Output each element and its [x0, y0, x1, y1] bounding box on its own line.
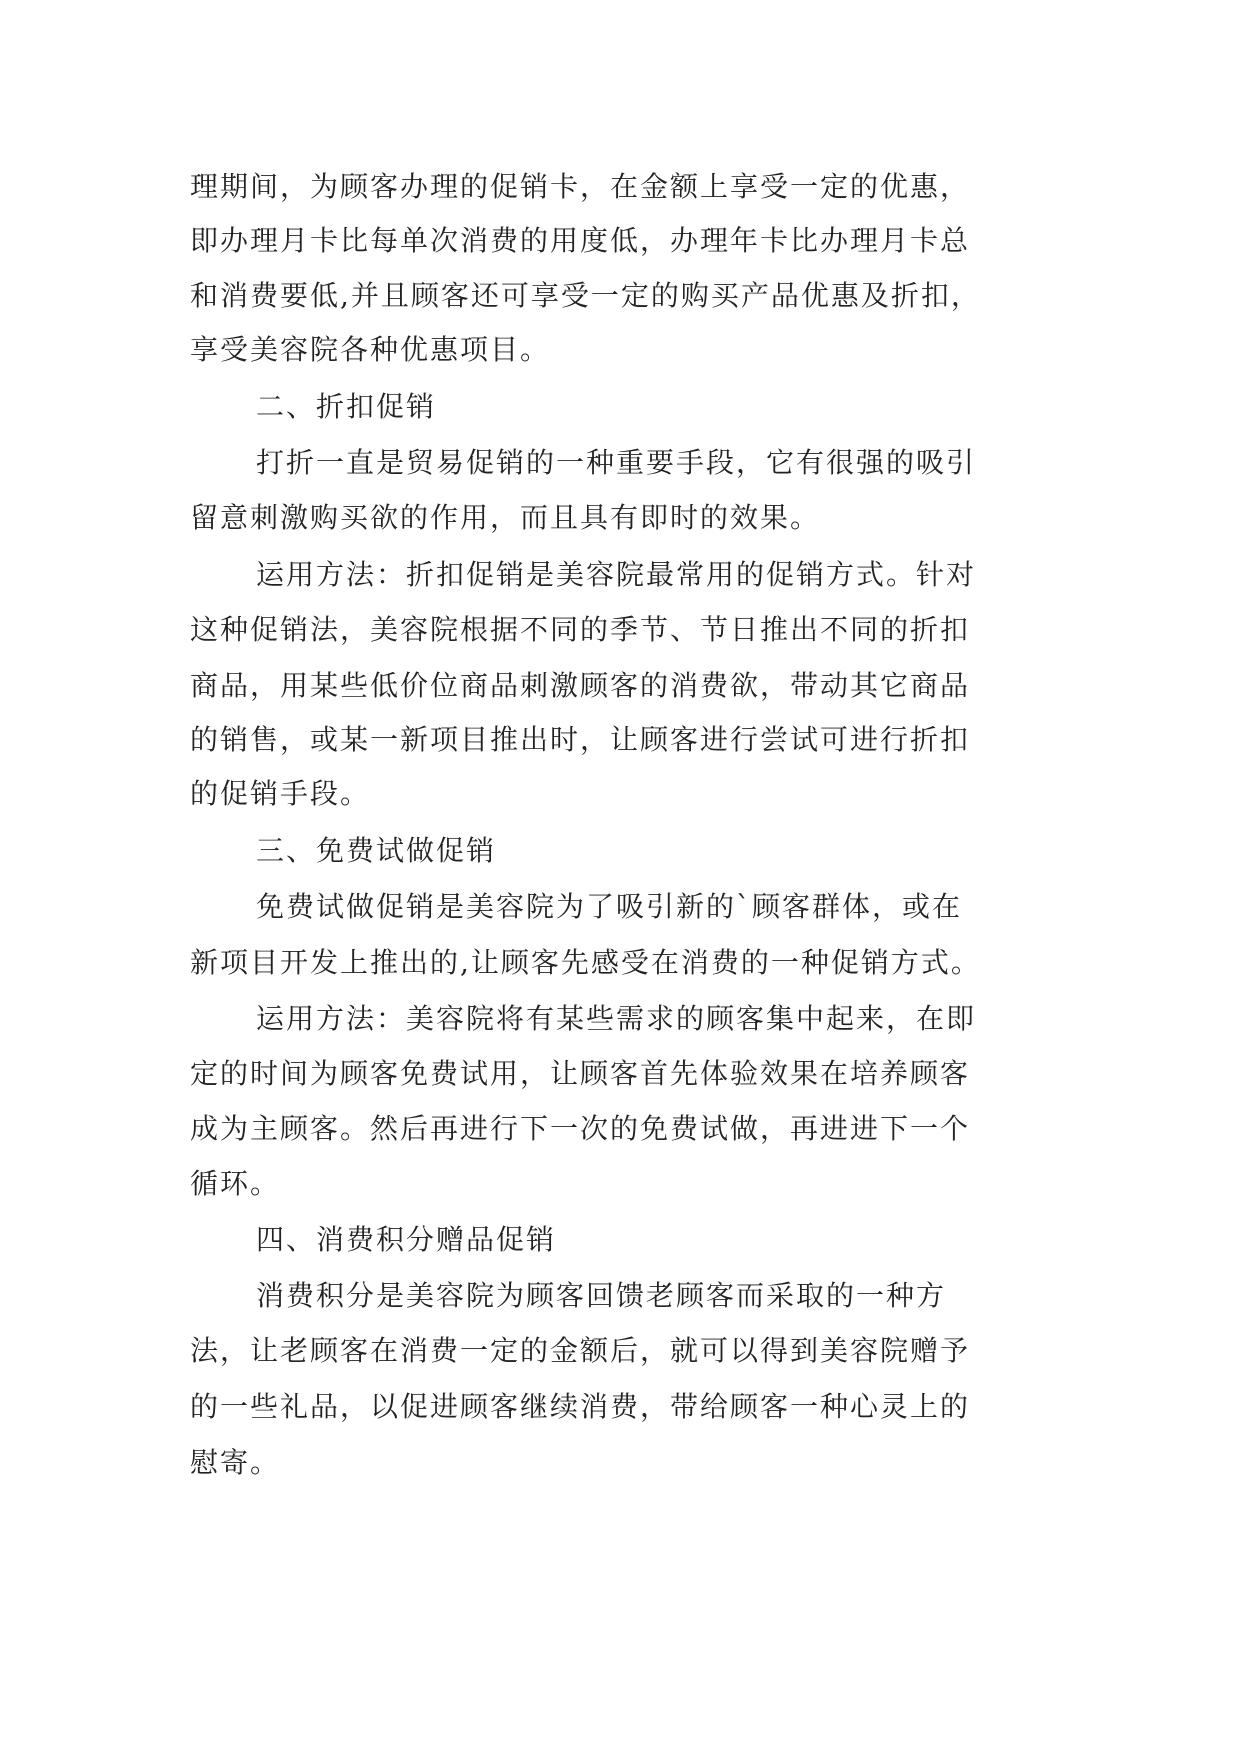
text-line: 慰寄。 — [190, 1446, 281, 1479]
text-line: 的促销手段。 — [190, 777, 371, 810]
text-line: 商品，用某些低价位商品刺激顾客的消费欲，带动其它商品 — [190, 669, 971, 702]
text-line: 理期间，为顾客办理的促销卡，在金额上享受一定的优惠， — [190, 170, 971, 203]
text-line: 成为主顾客。然后再进行下一次的免费试做，再进进下一个 — [190, 1112, 971, 1145]
text-line: 运用方法：折扣促销是美容院最常用的促销方式。针对 — [256, 558, 977, 591]
section-heading: 二、折扣促销 — [256, 390, 437, 423]
text-line: 打折一直是贸易促销的一种重要手段，它有很强的吸引 — [256, 446, 977, 479]
text-line: 和消费要低,并且顾客还可享受一定的购买产品优惠及折扣， — [190, 279, 981, 312]
text-line: 法，让老顾客在消费一定的金额后，就可以得到美容院赠予 — [190, 1334, 971, 1367]
text-line: 免费试做促销是美容院为了吸引新的`顾客群体，或在 — [256, 890, 963, 923]
text-line: 运用方法：美容院将有某些需求的顾客集中起来，在即 — [256, 1002, 977, 1035]
text-line: 新项目开发上推出的,让顾客先感受在消费的一种促销方式。 — [190, 946, 981, 979]
text-line: 的销售，或某一新项目推出时，让顾客进行尝试可进行折扣 — [190, 723, 971, 756]
section-heading: 三、免费试做促销 — [256, 834, 497, 867]
text-line: 消费积分是美容院为顾客回馈老顾客而采取的一种方 — [256, 1279, 947, 1312]
text-line: 即办理月卡比每单次消费的用度低，办理年卡比办理月卡总 — [190, 224, 971, 257]
text-line: 这种促销法，美容院根据不同的季节、节日推出不同的折扣 — [190, 613, 971, 646]
text-line: 的一些礼品，以促进顾客继续消费，带给顾客一种心灵上的 — [190, 1390, 971, 1423]
text-line: 享受美容院各种优惠项目。 — [190, 333, 551, 366]
section-heading: 四、消费积分赠品促销 — [256, 1223, 557, 1256]
text-line: 留意刺激购买欲的作用，而且具有即时的效果。 — [190, 501, 821, 534]
text-line: 定的时间为顾客免费试用，让顾客首先体验效果在培养顾客 — [190, 1057, 971, 1090]
text-line: 循环。 — [190, 1167, 281, 1200]
